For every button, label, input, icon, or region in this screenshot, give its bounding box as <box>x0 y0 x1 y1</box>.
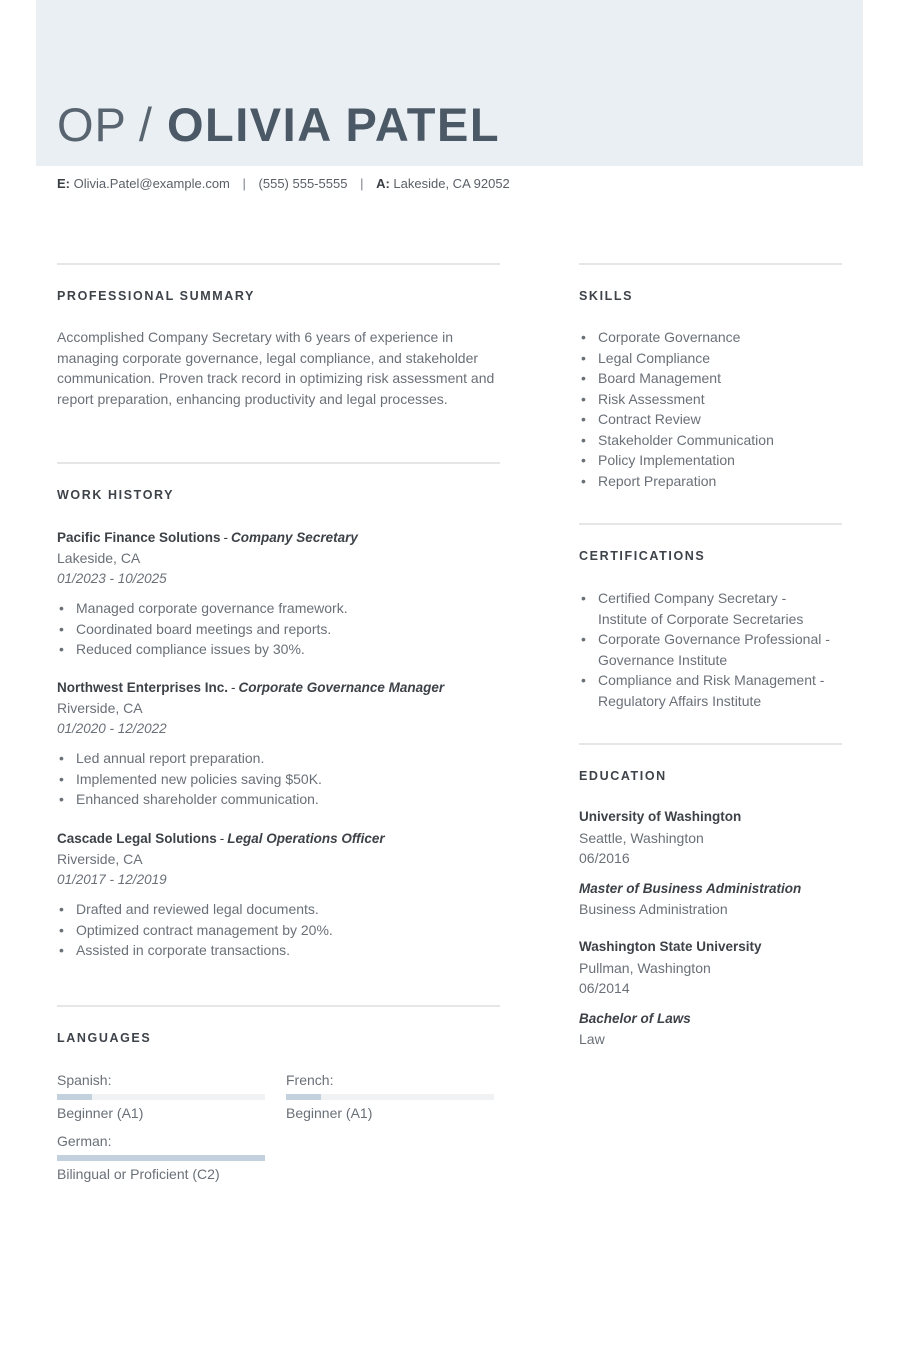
list-item: • Corporate Governance Professional - Governance Institute <box>579 629 849 670</box>
section-divider <box>579 523 842 525</box>
job-bullets <box>57 598 502 660</box>
degree-field: Law <box>579 1031 605 1047</box>
education-heading: EDUCATION <box>579 769 667 783</box>
contact-divider: | <box>242 176 246 191</box>
school-name: Washington State University <box>579 939 762 954</box>
job-entry <box>57 829 502 961</box>
email-label: E: <box>57 176 70 191</box>
job-company: Cascade Legal Solutions <box>57 831 217 846</box>
job-entry <box>57 678 502 810</box>
name-initials: OP <box>57 98 127 151</box>
language-name: Spanish: <box>57 1072 112 1088</box>
list-item: • Coordinated board meetings and reports. <box>57 619 502 640</box>
list-item: • Stakeholder Communication <box>579 430 844 451</box>
skills-list <box>579 327 844 491</box>
education-entry <box>579 807 849 920</box>
job-role: Corporate Governance Manager <box>238 680 445 695</box>
language-bar <box>57 1094 265 1100</box>
degree-field: Business Administration <box>579 901 728 917</box>
degree-name: Bachelor of Laws <box>579 1010 691 1026</box>
contact-divider: | <box>360 176 364 191</box>
list-item: • Implemented new policies saving $50K. <box>57 769 502 790</box>
section-divider <box>57 462 500 464</box>
list-item: • Board Management <box>579 368 844 389</box>
school-name: University of Washington <box>579 809 742 824</box>
job-dates: 01/2023 - 10/2025 <box>57 570 167 586</box>
list-item: • Optimized contract management by 20%. <box>57 920 502 941</box>
list-item: • Assisted in corporate transactions. <box>57 940 502 961</box>
section-divider <box>57 1005 500 1007</box>
language-item <box>286 1070 494 1123</box>
summary-heading: PROFESSIONAL SUMMARY <box>57 289 255 303</box>
list-item: • Risk Assessment <box>579 389 844 410</box>
job-title: Pacific Finance Solutions - Company Secretary <box>57 530 358 545</box>
section-divider <box>57 263 500 265</box>
job-dates: 01/2020 - 12/2022 <box>57 720 167 736</box>
language-level: Beginner (A1) <box>286 1105 373 1121</box>
graduation-date: 06/2014 <box>579 980 630 996</box>
language-name: German: <box>57 1133 112 1149</box>
list-item: • Drafted and reviewed legal documents. <box>57 899 502 920</box>
education-entry <box>579 937 849 1050</box>
job-dates: 01/2017 - 12/2019 <box>57 871 167 887</box>
list-item: • Reduced compliance issues by 30%. <box>57 639 502 660</box>
school-location: Pullman, Washington <box>579 959 711 976</box>
address-label: A: <box>376 176 390 191</box>
certifications-heading: CERTIFICATIONS <box>579 549 706 563</box>
language-name: French: <box>286 1072 334 1088</box>
language-item <box>57 1070 265 1123</box>
list-item: • Contract Review <box>579 409 844 430</box>
list-item: • Compliance and Risk Management - Regulatory Affairs Institute <box>579 670 849 711</box>
language-level: Bilingual or Proficient (C2) <box>57 1166 220 1182</box>
list-item: • Corporate Governance <box>579 327 844 348</box>
school-location: Seattle, Washington <box>579 829 704 846</box>
list-item: • Certified Company Secretary - Institute of Corporate Secretaries <box>579 588 849 629</box>
list-item: • Led annual report preparation. <box>57 748 502 769</box>
language-bar-fill <box>57 1094 92 1100</box>
list-item: • Managed corporate governance framework. <box>57 598 502 619</box>
language-bar-fill <box>286 1094 321 1100</box>
job-bullets <box>57 899 502 961</box>
job-title: Northwest Enterprises Inc. - Corporate Governance Manager <box>57 680 445 695</box>
job-company: Pacific Finance Solutions <box>57 530 221 545</box>
name-title <box>57 97 500 153</box>
phone-value[interactable]: (555) 555-5555 <box>258 176 348 191</box>
email-value[interactable]: Olivia.Patel@example.com <box>73 176 230 191</box>
address-value: Lakeside, CA 92052 <box>393 176 510 191</box>
graduation-date: 06/2016 <box>579 850 630 866</box>
name-separator: / <box>138 98 153 151</box>
full-name: OLIVIA PATEL <box>166 98 501 151</box>
job-title: Cascade Legal Solutions - Legal Operations Officer <box>57 831 385 846</box>
list-item: • Policy Implementation <box>579 450 844 471</box>
job-entry <box>57 528 502 660</box>
job-role: Company Secretary <box>231 530 358 545</box>
list-item: • Enhanced shareholder communication. <box>57 789 502 810</box>
list-item: • Legal Compliance <box>579 348 844 369</box>
language-bar-fill <box>57 1155 265 1161</box>
job-company: Northwest Enterprises Inc. <box>57 680 229 695</box>
language-item <box>57 1131 265 1184</box>
language-bar <box>286 1094 494 1100</box>
language-level: Beginner (A1) <box>57 1105 144 1121</box>
languages-heading: LANGUAGES <box>57 1031 152 1045</box>
job-location: Lakeside, CA <box>57 550 141 566</box>
contact-line <box>57 176 510 191</box>
skills-heading: SKILLS <box>579 289 634 303</box>
language-bar <box>57 1155 265 1161</box>
degree-name: Master of Business Administration <box>579 880 802 896</box>
job-location: Riverside, CA <box>57 851 143 867</box>
list-item: • Report Preparation <box>579 471 844 492</box>
job-role: Legal Operations Officer <box>227 831 385 846</box>
job-location: Riverside, CA <box>57 700 143 716</box>
summary-text: Accomplished Company Secretary with 6 years of experience in managing corporate governance, legal compliance, and stakeholder communication. Proven track record in optimizing risk assessment and report preparation, enhancing productivity and legal processes. <box>57 329 495 407</box>
section-divider <box>579 263 842 265</box>
work-heading: WORK HISTORY <box>57 488 175 502</box>
certifications-list <box>579 588 849 711</box>
job-bullets <box>57 748 502 810</box>
section-divider <box>579 743 842 745</box>
